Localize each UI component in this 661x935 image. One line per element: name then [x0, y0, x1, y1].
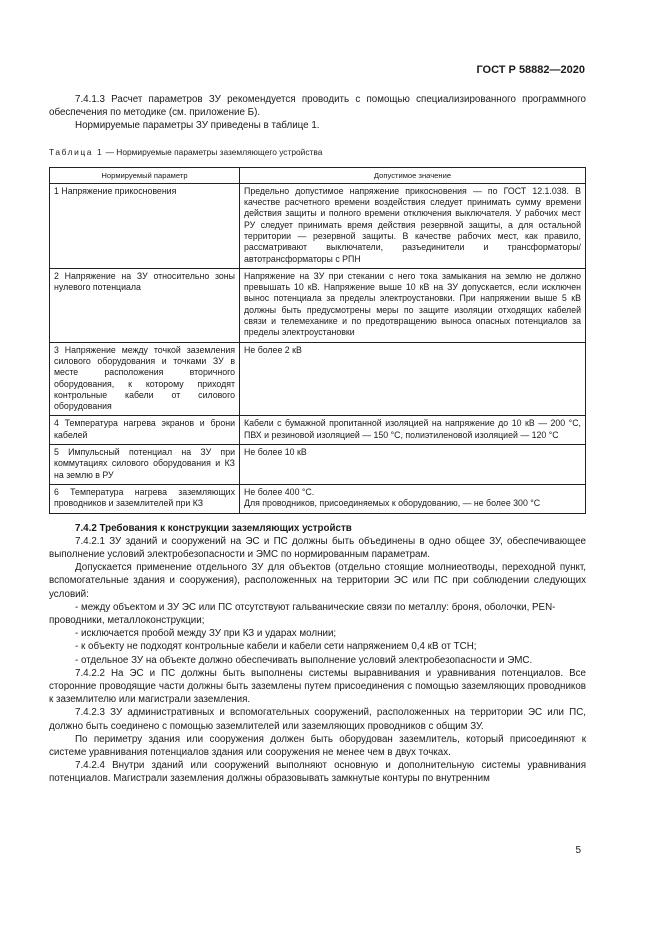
cell-parameter: 5 Импульсный потенциал на ЗУ при коммутациях силового оборудования и КЗ на землю в РУ — [50, 445, 240, 485]
section-title: 7.4.2 Требования к конструкции заземляющих устройств — [75, 522, 352, 534]
list-item: - к объекту не подходят контрольные кабели и кабели сети напряжением 0,4 кВ от ТСН; — [75, 641, 477, 653]
cell-value: Не более 2 кВ — [240, 342, 586, 416]
cell-value-line: Не более 400 °С. — [244, 486, 315, 497]
paragraph-separate-grounding: Допускается применение отдельного ЗУ для объектов (отдельно стоящие молниеотводы, переходной пункт, вспомогательные здания и сооружения), расположенных на территории ЭС или ПС при соблюдении следующих условий: — [49, 562, 586, 600]
table-header-row — [50, 167, 586, 183]
cell-parameter: 4 Температура нагрева экранов и брони кабелей — [50, 416, 240, 445]
table-row — [50, 342, 586, 416]
cell-value: Не более 10 кВ — [240, 445, 586, 485]
table-caption-text: — Нормируемые параметры заземляющего устройства — [105, 146, 323, 157]
cell-value: Напряжение на ЗУ при стекании с него тока замыкания на землю не должно превышать 10 кВ. Напряжение выше 10 кВ на ЗУ допускается, если исключен вынос потенциала за пределы электроустановки. При напряжении выше 5 кВ должны быть предусмотрены меры по защите изоляции отходящих кабелей связи и телемеханике и по предотвращению выноса опасных потенциалов за пределы электроустановки — [240, 268, 586, 342]
paragraph-7-4-2-3: 7.4.2.3 ЗУ административных и вспомогательных сооружений, расположенных на территории ЭС или ПС, должно быть соединено с помощью заземлителей или заземляющих проводников с общим ЗУ. — [49, 707, 586, 732]
cell-value: Кабели с бумажной пропитанной изоляцией на напряжение до 10 кВ — 200 °С, ПВХ и резиновой изоляцией — 150 °С, полиэтиленовой изоляцией — 120 °С — [240, 416, 586, 445]
cell-parameter: 2 Напряжение на ЗУ относительно зоны нулевого потенциала — [50, 268, 240, 342]
page-content — [49, 93, 586, 786]
cell-parameter: 1 Напряжение прикосновения — [50, 183, 240, 268]
table-row — [50, 445, 586, 485]
paragraph-perimeter: По периметру здания или сооружения должен быть оборудован заземлитель, который присоединяют к системе уравнивания потенциалов здания или сооружения не менее чем в двух точках. — [49, 733, 586, 758]
table-row — [50, 416, 586, 445]
column-header-parameter: Нормируемый параметр — [50, 167, 240, 183]
paragraph-7-4-2-2: 7.4.2.2 На ЭС и ПС должны быть выполнены системы выравнивания и уравнивания потенциалов. Все сторонние проводящие части должны быть заземлены путем присоединения с помощью заземляющих проводников к заземлителю или магистрали заземления. — [49, 667, 586, 706]
column-header-value: Допустимое значение — [240, 167, 586, 183]
cell-parameter: 3 Напряжение между точкой заземления силового оборудования и точками ЗУ в месте расположения вторичного оборудования, к которому приходят контрольные кабели от силового оборудования — [50, 342, 240, 416]
parameters-table — [49, 167, 586, 514]
table-row — [50, 268, 586, 342]
cell-value — [240, 484, 586, 513]
table-row — [50, 484, 586, 513]
table-caption — [49, 146, 586, 159]
standard-header: ГОСТ Р 58882—2020 — [476, 64, 585, 76]
paragraph-7-4-1-3: 7.4.1.3 Расчет параметров ЗУ рекомендуется проводить с помощью специализированного программного обеспечения по методике (см. приложение Б). — [49, 94, 586, 119]
cell-value: Предельно допустимое напряжение прикосновения — по ГОСТ 12.1.038. В качестве расчетного времени воздействия следует принимать сумму времени действия защиты и полного времени отключения выключателя. У рабочих мест РУ следует принимать время действия резервной защиты, а для остальной территории — резервной защиты. В качестве рабочих мест, как правило, рассматривают выключатели, разъединители и трансформаторы/автотрансформаторы с РПН — [240, 183, 586, 268]
table-row — [50, 183, 586, 268]
cell-value-line: Для проводников, присоединяемых к оборудованию, — не более 300 °С — [244, 498, 541, 509]
cell-parameter: 6 Температура нагрева заземляющих проводников и заземлителей при КЗ — [50, 484, 240, 513]
list-item: - исключается пробой между ЗУ при КЗ и ударах молнии; — [75, 628, 337, 640]
paragraph-7-4-2-1: 7.4.2.1 ЗУ зданий и сооружений на ЭС и ПС должны быть объединены в одно общее ЗУ, обеспечивающее выполнение условий электробезопасности и ЭМС по нормированным параметрам. — [49, 535, 586, 560]
table-caption-label: Таблица 1 — [49, 146, 104, 157]
page-number: 5 — [575, 845, 581, 856]
paragraph-7-4-2-4: 7.4.2.4 Внутри зданий или сооружений выполняют основную и дополнительную системы уравнивания потенциалов. Магистрали заземления должны образовывать замкнутые контуры по внутренним — [49, 760, 586, 785]
list-item: - между объектом и ЗУ ЭС или ПС отсутствуют гальванические связи по металлу: броня, оболочки, PEN-проводники, металлоконструкции; — [49, 601, 556, 626]
paragraph-table-reference: Нормируемые параметры ЗУ приведены в таблице 1. — [75, 120, 320, 132]
list-item: - отдельное ЗУ на объекте должно обеспечивать выполнение условий электробезопасности и ЭМС. — [75, 654, 533, 666]
